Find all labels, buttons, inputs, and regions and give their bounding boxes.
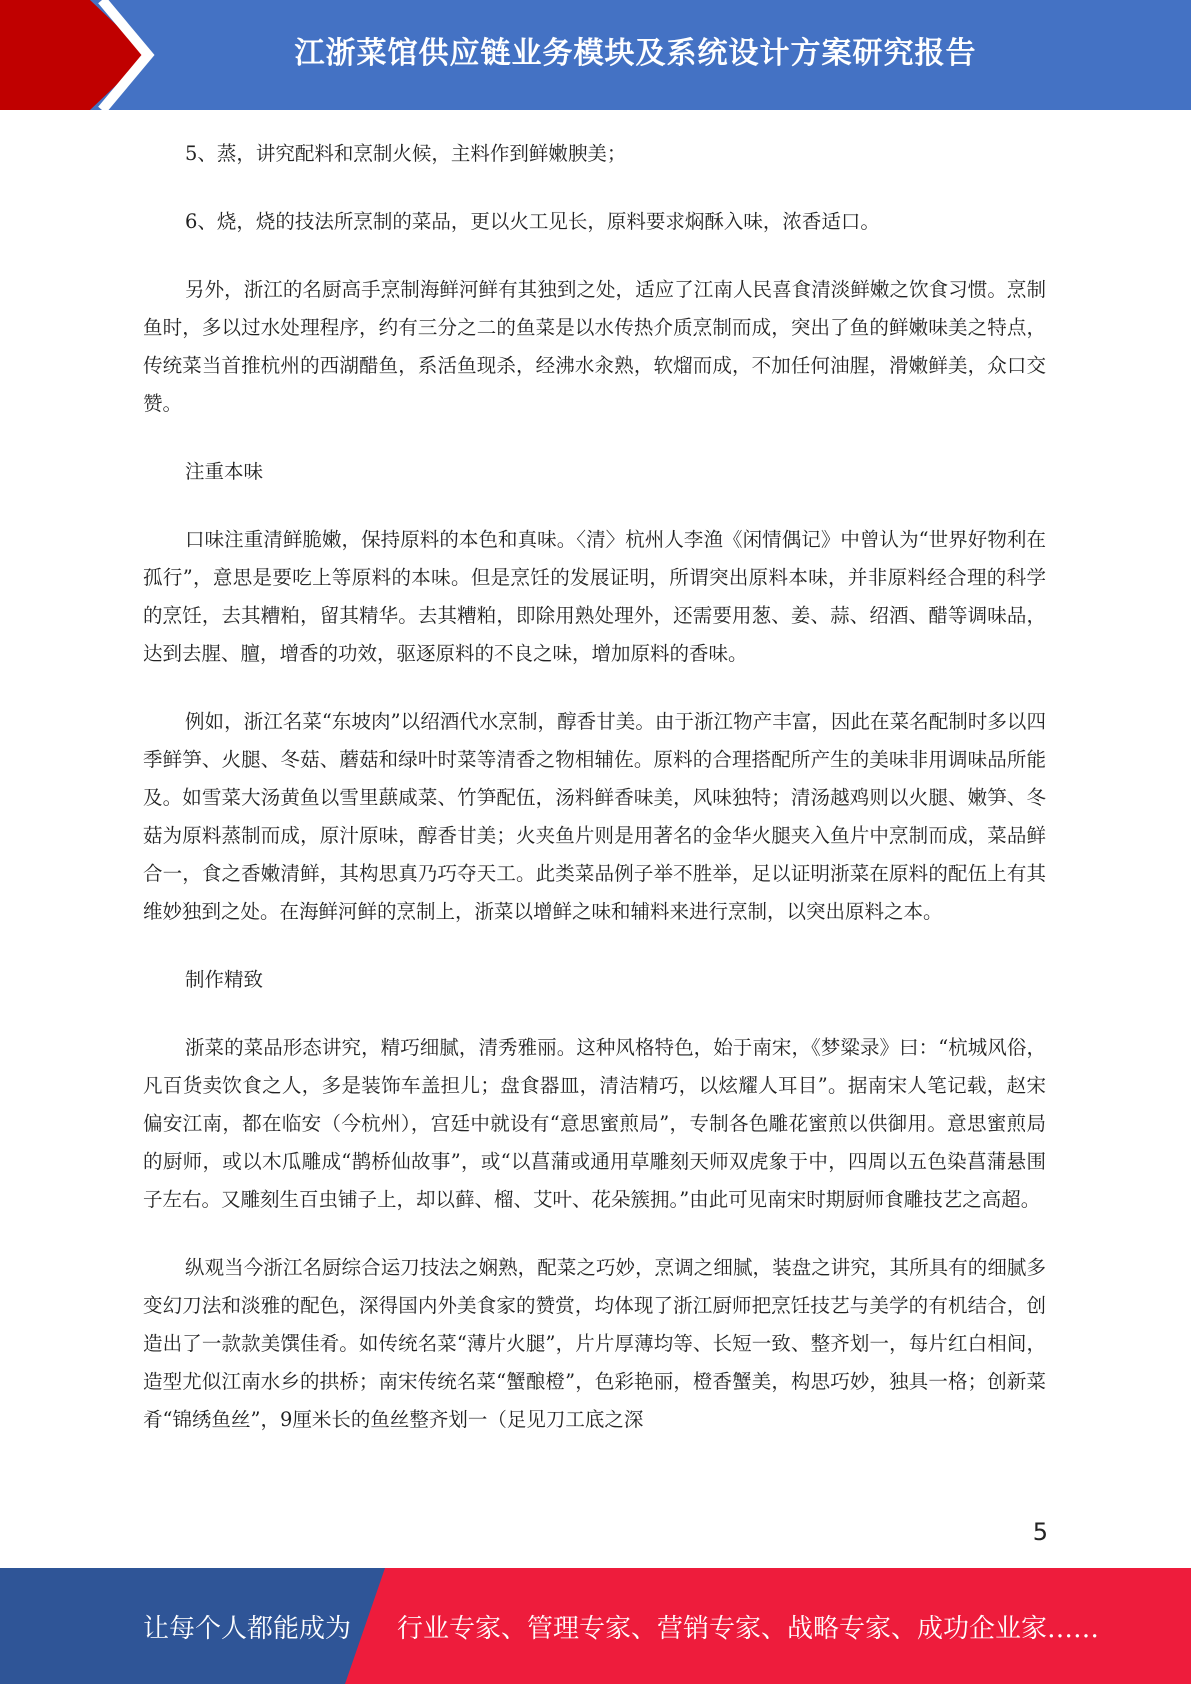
paragraph: 例如，浙江名菜“东坡肉”以绍酒代水烹制，醇香甘美。由于浙江物产丰富，因此在菜名配制时多以四季鲜笋、火腿、冬菇、蘑菇和绿叶时菜等清香之物相辅佐。原料的合理搭配所产生的美味非用调味品所能及。如雪菜大汤黄鱼以雪里蕻咸菜、竹笋配伍，汤料鲜香味美，风味独特；清汤越鸡则以火腿、嫩笋、冬菇为原料蒸制而成，原汁原味，醇香甘美；火夹鱼片则是用著名的金华火腿夹入鱼片中烹制而成，菜品鲜合一，食之香嫩清鲜，其构思真乃巧夺天工。此类菜品例子举不胜举，足以证明浙菜在原料的配伍上有其维妙独到之处。在海鲜河鲜的烹制上，浙菜以增鲜之味和辅料来进行烹制，以突出原料之本。	[143, 710, 1046, 923]
page-number: 5	[1032, 1518, 1048, 1546]
footer-slogan-left: 让每个人都能成为	[143, 1614, 352, 1644]
paragraph: 5、蒸，讲究配料和烹制火候，主料作到鲜嫩腴美；	[185, 142, 627, 165]
paragraph: 口味注重清鲜脆嫩，保持原料的本色和真味。〈清〉杭州人李渔《闲情偶记》中曾认为“世界好物利在孤行”，意思是要吃上等原料的本味。但是烹饪的发展证明，所谓突出原料本味，并非原料经合理的科学的烹饪，去其糟粕，留其精华。去其糟粕，即除用熟处理外，还需要用葱、姜、蒜、绍酒、醋等调味品，达到去腥、膻，增香的功效，驱逐原料的不良之味，增加原料的香味。	[143, 528, 1046, 665]
paragraph: 纵观当今浙江名厨综合运刀技法之娴熟，配菜之巧妙，烹调之细腻，装盘之讲究，其所具有的细腻多变幻刀法和淡雅的配色，深得国内外美食家的赞赏，均体现了浙江厨师把烹饪技艺与美学的有机结合，创造出了一款款美馔佳肴。如传统名菜“薄片火腿”，片片厚薄均等、长短一致、整齐划一，每片红白相间，造型尤似江南水乡的拱桥；南宋传统名菜“蟹酿橙”，色彩艳丽，橙香蟹美，构思巧妙，独具一格；创新菜肴“锦绣鱼丝”，9厘米长的鱼丝整齐划一（足见刀工底之深	[143, 1256, 1046, 1431]
document-body	[143, 135, 1046, 1469]
paragraph: 6、烧，烧的技法所烹制的菜品，更以火工见长，原料要求焖酥入味，浓香适口。	[185, 210, 880, 233]
section-heading: 制作精致	[185, 968, 264, 991]
header-title: 江浙菜馆供应链业务模块及系统设计方案研究报告	[294, 36, 977, 71]
page-header	[0, 0, 1191, 110]
footer-slogan-right: 行业专家、管理专家、营销专家、战略专家、成功企业家……	[397, 1614, 1100, 1644]
paragraph: 另外，浙江的名厨高手烹制海鲜河鲜有其独到之处，适应了江南人民喜食清淡鲜嫩之饮食习惯。烹制鱼时，多以过水处理程序，约有三分之二的鱼菜是以水传热介质烹制而成，突出了鱼的鲜嫩味美之特点，传统菜当首推杭州的西湖醋鱼，系活鱼现杀，经沸水汆熟，软熘而成，不加任何油腥，滑嫩鲜美，众口交赞。	[143, 278, 1046, 415]
paragraph: 浙菜的菜品形态讲究，精巧细腻，清秀雅丽。这种风格特色，始于南宋，《梦粱录》曰：“杭城风俗，凡百货卖饮食之人，多是装饰车盖担儿；盘食器皿，清洁精巧，以炫耀人耳目”。据南宋人笔记载，赵宋偏安江南，都在临安（今杭州），宫廷中就设有“意思蜜煎局”，专制各色雕花蜜煎以供御用。意思蜜煎局的厨师，或以木瓜雕成“鹊桥仙故事”，或“以菖蒲或通用草雕刻天师双虎象于中，四周以五色染菖蒲悬围子左右。又雕刻生百虫铺子上，却以藓、榴、艾叶、花朵簇拥。”由此可见南宋时期厨师食雕技艺之高超。	[143, 1036, 1046, 1211]
section-heading: 注重本味	[185, 460, 264, 483]
header-red-arrow	[0, 0, 148, 110]
page-footer	[0, 1568, 1191, 1684]
